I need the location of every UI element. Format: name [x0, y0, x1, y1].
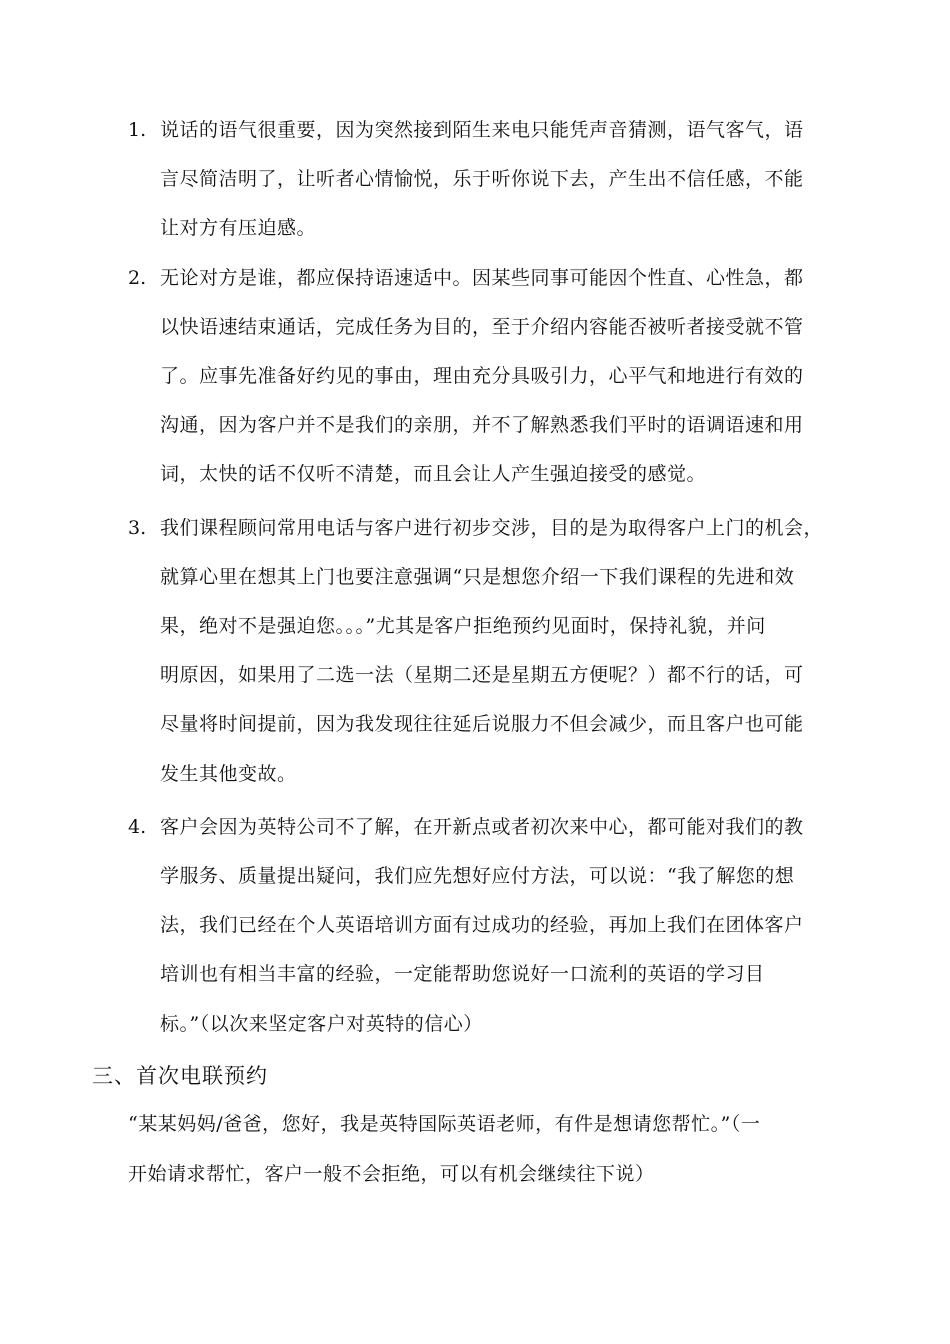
paragraph-line: 词，太快的话不仅听不清楚，而且会让人产生强迫接受的感觉。 — [160, 463, 707, 485]
paragraph-line: 尽量将时间提前，因为我发现往往延后说服力不但会减少，而且客户也可能 — [160, 713, 804, 735]
paragraph-line: 说话的语气很重要，因为突然接到陌生来电只能凭声音猜测，语气客气，语 — [160, 119, 804, 141]
item-number: 4. — [128, 816, 147, 838]
paragraph-line: 明原因，如果用了二选一法（星期二还是星期五方便呢？）都不行的话，可 — [160, 664, 804, 686]
paragraph-line: 开始请求帮忙，客户一般不会拒绝，可以有机会继续往下说） — [128, 1163, 655, 1185]
paragraph-line: 我们课程顾问常用电话与客户进行初步交涉，目的是为取得客户上门的机会， — [160, 517, 824, 539]
paragraph-line: 以快语速结束通话，完成任务为目的，至于介绍内容能否被听者接受就不管 — [160, 316, 804, 338]
paragraph-line: 培训也有相当丰富的经验，一定能帮助您说好一口流利的英语的学习目 — [160, 963, 765, 985]
paragraph-line: “某某妈妈/爸爸，您好，我是英特国际英语老师，有件是想请您帮忙。”（一 — [128, 1113, 761, 1135]
paragraph-line: 标。”（以次来坚定客户对英特的信心） — [160, 1013, 483, 1035]
paragraph-line: 无论对方是谁，都应保持语速适中。因某些同事可能因个性直、心性急，都 — [160, 267, 804, 289]
paragraph-line: 客户会因为英特公司不了解，在开新点或者初次来中心，都可能对我们的教 — [160, 816, 804, 838]
paragraph-line: 法，我们已经在个人英语培训方面有过成功的经验，再加上我们在团体客户 — [160, 914, 804, 936]
item-number: 2. — [128, 267, 147, 289]
paragraph-line: 让对方有压迫感。 — [160, 217, 317, 239]
item-number: 1. — [128, 119, 147, 141]
paragraph-line: 就算心里在想其上门也要注意强调“只是想您介绍一下我们课程的先进和效 — [160, 566, 795, 588]
paragraph-line: 沟通，因为客户并不是我们的亲朋，并不了解熟悉我们平时的语调语速和用 — [160, 414, 804, 436]
paragraph-line: 了。应事先准备好约见的事由，理由充分具吸引力，心平气和地进行有效的 — [160, 365, 804, 387]
item-number: 3. — [128, 517, 147, 539]
paragraph-line: 果，绝对不是强迫您。。。”尤其是客户拒绝预约见面时，保持礼貌，并问 — [160, 615, 766, 637]
section-heading: 三、首次电联预约 — [92, 1064, 268, 1088]
paragraph-line: 言尽简洁明了，让听者心情愉悦，乐于听你说下去，产生出不信任感，不能 — [160, 168, 804, 190]
paragraph-line: 发生其他变故。 — [160, 763, 297, 785]
paragraph-line: 学服务、质量提出疑问，我们应先想好应付方法，可以说：“我了解您的想 — [160, 865, 795, 887]
